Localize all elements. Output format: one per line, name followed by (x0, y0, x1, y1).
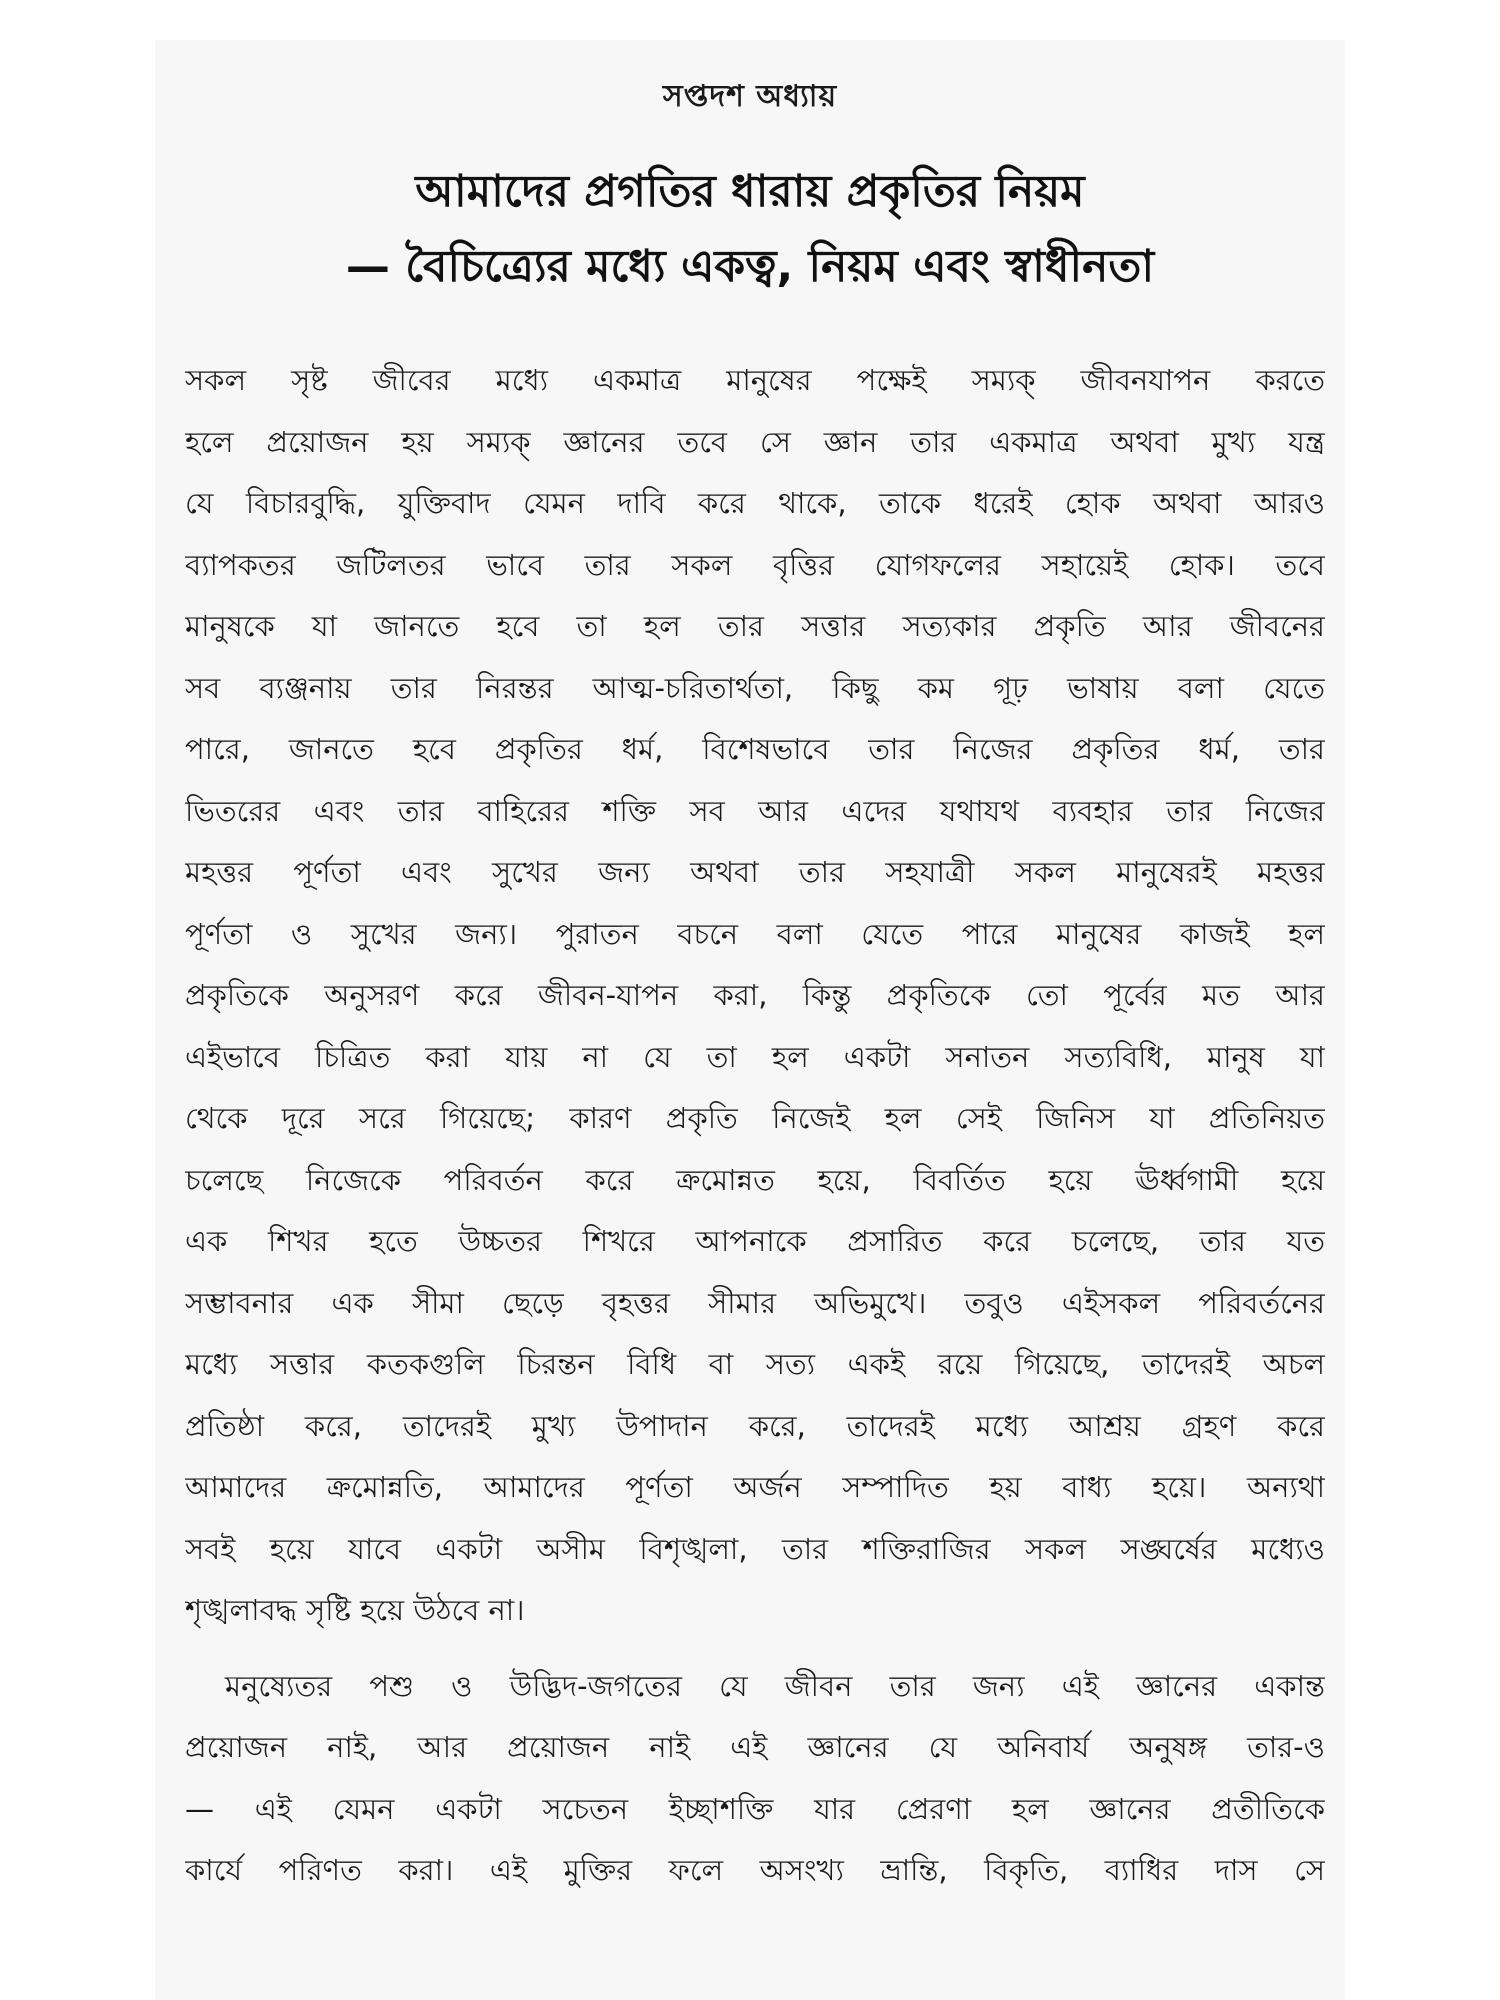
text-line: প্রতিষ্ঠা করে, তাদেরই মুখ্য উপাদান করে, তাদেরই মধ্যে আশ্রয় গ্রহণ করে (185, 1408, 1325, 1443)
text-line: থেকে দূরে সরে গিয়েছে; কারণ প্রকৃতি নিজেই হল সেই জিনিস যা প্রতিনিয়ত (185, 1101, 1325, 1135)
text-line: সবই হয়ে যাবে একটা অসীম বিশৃঙ্খলা, তার শক্তিরাজির সকল সঙ্ঘর্ষের মধ্যেও (185, 1531, 1325, 1566)
text-line: এক শিখর হতে উচ্চতর শিখরে আপনাকে প্রসারিত করে চলেছে, তার যত (185, 1224, 1325, 1258)
text-line: ব্যাপকতর জটিলতর ভাবে তার সকল বৃত্তির যোগফলের সহায়েই হোক। তবে (185, 547, 1325, 582)
paragraph-1 (185, 350, 1325, 1642)
text-line: চলেছে নিজেকে পরিবর্তন করে ক্রমোন্নত হয়ে, বিবর্তিত হয়ে ঊর্ধ্বগামী হয়ে (185, 1162, 1325, 1197)
text-line: মধ্যে সত্তার কতকগুলি চিরন্তন বিধি বা সত্য একই রয়ে গিয়েছে, তাদেরই অচল (185, 1347, 1325, 1381)
text-line: — এই যেমন একটা সচেতন ইচ্ছাশক্তি যার প্রেরণা হল জ্ঞানের প্রতীতিকে (185, 1791, 1325, 1826)
text-line: ভিতরের এবং তার বাহিরের শক্তি সব আর এদের যথাযথ ব্যবহার তার নিজের (185, 793, 1325, 828)
text-line: প্রয়োজন নাই, আর প্রয়োজন নাই এই জ্ঞানের যে অনিবার্য অনুষঙ্গ তার-ও (185, 1730, 1325, 1764)
text-line: এইভাবে চিত্রিত করা যায় না যে তা হল একটা সনাতন সত্যবিধি, মানুষ যা (185, 1039, 1325, 1074)
book-page (155, 40, 1345, 2000)
text-line: আমাদের ক্রমোন্নতি, আমাদের পূর্ণতা অর্জন সম্পাদিত হয় বাধ্য হয়ে। অন্যথা (185, 1470, 1325, 1504)
text-line: হলে প্রয়োজন হয় সম্যক্ জ্ঞানের তবে সে জ্ঞান তার একমাত্র অথবা মুখ্য যন্ত্র (185, 424, 1325, 459)
chapter-title-line-2: — বৈচিত্র্যের মধ্যে একত্ব, নিয়ম এবং স্বাধীনতা (345, 241, 1155, 292)
text-line: পারে, জানতে হবে প্রকৃতির ধর্ম, বিশেষভাবে তার নিজের প্রকৃতির ধর্ম, তার (185, 732, 1325, 766)
text-line: সব ব্যঞ্জনায় তার নিরন্তর আত্ম-চরিতার্থতা, কিছু কম গূঢ় ভাষায় বলা যেতে (185, 670, 1325, 705)
text-line: যে বিচারবুদ্ধি, যুক্তিবাদ যেমন দাবি করে থাকে, তাকে ধরেই হোক অথবা আরও (185, 486, 1325, 520)
chapter-label: সপ্তদশ অধ্যায় (662, 79, 838, 114)
chapter-title-line-1: আমাদের প্রগতির ধারায় প্রকৃতির নিয়ম (415, 166, 1085, 217)
text-line: মানুষকে যা জানতে হবে তা হল তার সত্তার সত্যকার প্রকৃতি আর জীবনের (185, 609, 1325, 643)
paragraph-2 (185, 1656, 1325, 1902)
text-line: কার্যে পরিণত করা। এই মুক্তির ফলে অসংখ্য ভ্রান্তি, বিকৃতি, ব্যাধির দাস সে (185, 1853, 1325, 1887)
text-line: শৃঙ্খলাবদ্ধ সৃষ্টি হয়ে উঠবে না। (185, 1593, 525, 1627)
text-line: সম্ভাবনার এক সীমা ছেড়ে বৃহত্তর সীমার অভিমুখে। তবুও এইসকল পরিবর্তনের (185, 1285, 1325, 1320)
body-text (185, 350, 1325, 1902)
text-line: পূর্ণতা ও সুখের জন্য। পুরাতন বচনে বলা যেতে পারে মানুষের কাজই হল (185, 916, 1325, 951)
text-line: সকল সৃষ্ট জীবের মধ্যে একমাত্র মানুষের পক্ষেই সম্যক্ জীবনযাপন করতে (185, 363, 1325, 397)
text-line: প্রকৃতিকে অনুসরণ করে জীবন-যাপন করা, কিন্তু প্রকৃতিকে তো পূর্বের মত আর (185, 978, 1325, 1012)
text-line: মনুষ্যেতর পশু ও উদ্ভিদ-জগতের যে জীবন তার জন্য এই জ্ঞানের একান্ত (225, 1668, 1325, 1703)
paragraph-gap (185, 1642, 1325, 1656)
text-line: মহত্তর পূর্ণতা এবং সুখের জন্য অথবা তার সহযাত্রী সকল মানুষেরই মহত্তর (185, 855, 1325, 889)
